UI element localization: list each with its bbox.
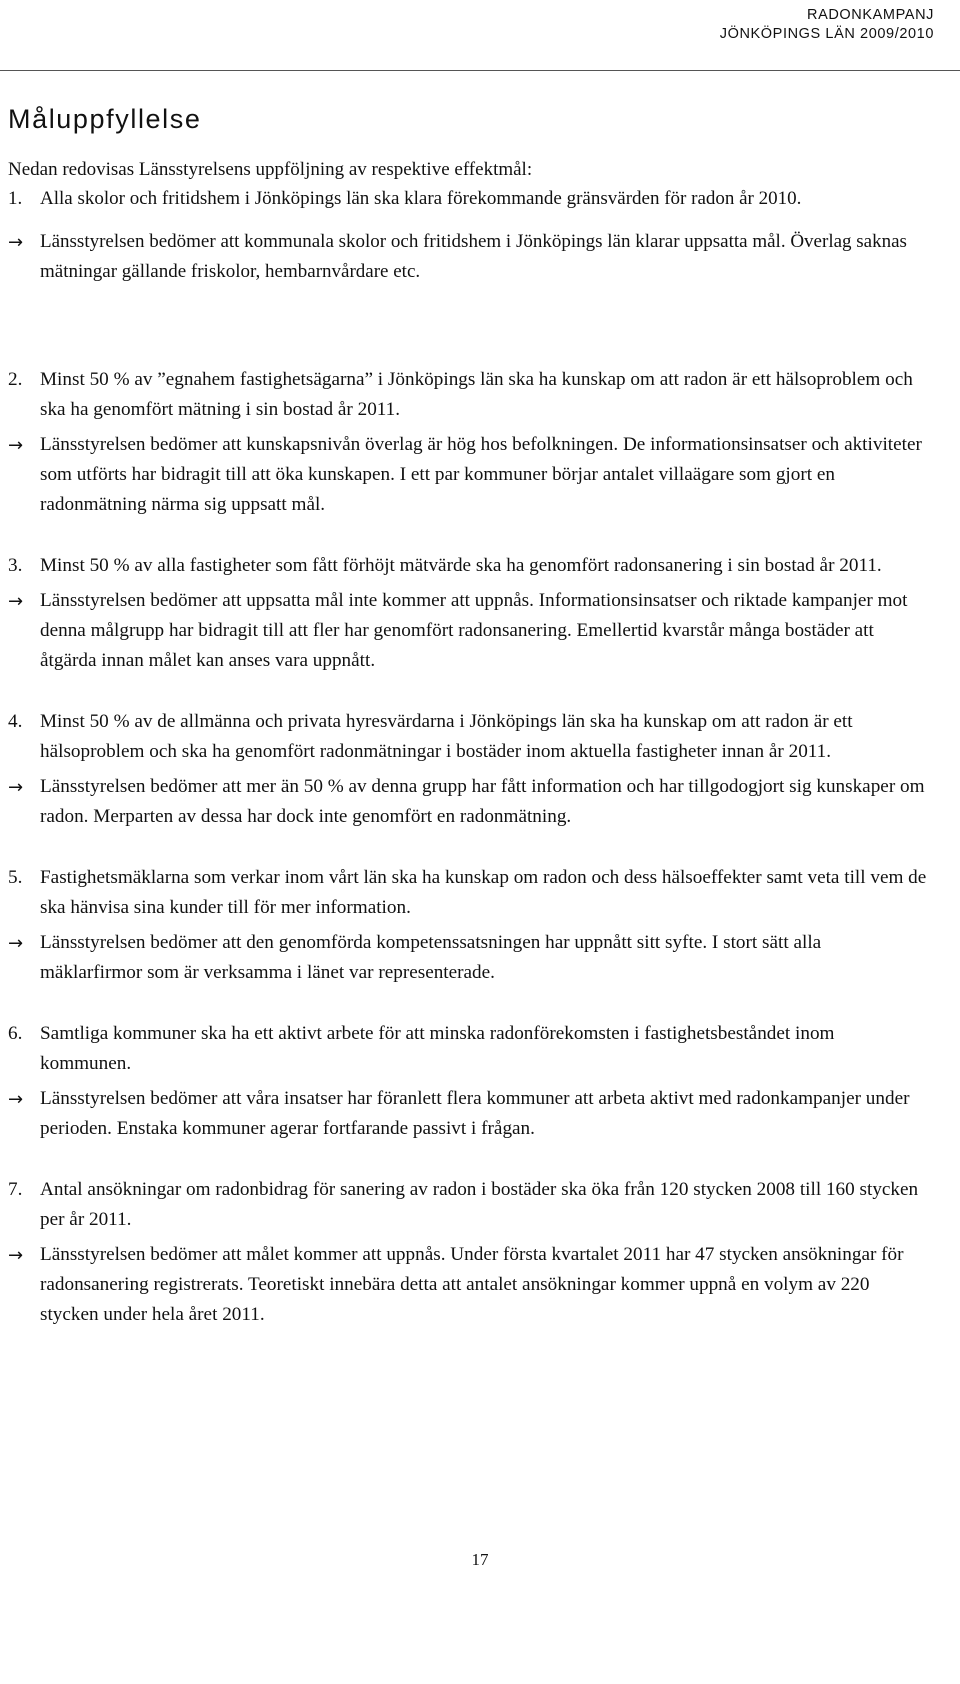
goal-3 <box>8 551 928 676</box>
assessment-text: Länsstyrelsen bedömer att våra insatser har föranlett flera kommuner att arbeta aktivt med radonkampanjer under perioden. Enstaka kommuner agerar fortfarande passivt i frågan. <box>40 1088 910 1139</box>
goal-number: 7. <box>8 1179 23 1200</box>
arrow-right-icon: → <box>8 435 24 456</box>
goal-text: Minst 50 % av de allmänna och privata hyresvärdarna i Jönköpings län ska ha kunskap om att radon är ett hälsoproblem och ska ha genomfört radonmätningar i bostäder inom aktuella fastigheter innan år 2011. <box>40 711 853 762</box>
goal-6 <box>8 1019 928 1144</box>
goal-assessment <box>8 430 928 520</box>
goal-number: 3. <box>8 555 23 576</box>
goal-text: Samtliga kommuner ska ha ett aktivt arbete för att minska radonförekomsten i fastighetsbeståndet inom kommunen. <box>40 1023 835 1074</box>
header-line-2: JÖNKÖPINGS LÄN 2009/2010 <box>719 26 934 42</box>
goal-5 <box>8 863 928 988</box>
page-title: Måluppfyllelse <box>8 104 202 134</box>
page-header <box>720 6 934 44</box>
assessment-text: Länsstyrelsen bedömer att kunskapsnivån överlag är hög hos befolkningen. De informationsinsatser och aktiviteter som utförts har bidragit till att öka kunskapen. I ett par kommuner börjar antalet villaägare som gjort en radonmätning närma sig uppsatt mål. <box>40 434 922 515</box>
goal-statement <box>8 707 928 767</box>
assessment-text: Länsstyrelsen bedömer att målet kommer att uppnås. Under första kvartalet 2011 har 47 stycken ansökningar för radonsanering registrerats. Teoretiskt innebära detta att antalet ansökningar kommer uppnå en volym av 220 stycken under hela året 2011. <box>40 1244 904 1325</box>
goal-assessment <box>8 586 928 676</box>
goal-assessment <box>8 772 928 832</box>
goal-statement <box>8 1175 928 1235</box>
goal-statement <box>8 551 928 581</box>
goal-number: 4. <box>8 711 23 732</box>
goal-text: Minst 50 % av ”egnahem fastighetsägarna” i Jönköpings län ska ha kunskap om att radon är ett hälsoproblem och ska ha genomfört mätning i sin bostad år 2011. <box>40 369 913 420</box>
goal-text: Antal ansökningar om radonbidrag för sanering av radon i bostäder ska öka från 120 stycken 2008 till 160 stycken per år 2011. <box>40 1179 919 1230</box>
goal-4 <box>8 707 928 832</box>
goal-2 <box>8 365 928 520</box>
arrow-right-icon: → <box>8 591 24 612</box>
goal-number: 5. <box>8 867 23 888</box>
goal-1 <box>8 184 928 287</box>
header-line-1: RADONKAMPANJ <box>807 7 934 23</box>
goal-statement <box>8 184 928 214</box>
goal-assessment <box>8 1240 928 1330</box>
goal-assessment <box>8 227 928 287</box>
goal-assessment <box>8 928 928 988</box>
assessment-text: Länsstyrelsen bedömer att kommunala skolor och fritidshem i Jönköpings län klarar uppsatta mål. Överlag saknas mätningar gällande friskolor, hembarnvårdare etc. <box>40 231 907 282</box>
goal-text: Fastighetsmäklarna som verkar inom vårt län ska ha kunskap om radon och dess hälsoeffekter samt veta till vem de ska hänvisa sina kunder till för mer information. <box>40 867 927 918</box>
page-number: 17 <box>471 1550 489 1569</box>
goal-number: 1. <box>8 188 23 209</box>
header-divider <box>0 70 960 71</box>
intro-text: Nedan redovisas Länsstyrelsens uppföljning av respektive effektmål: <box>8 159 533 180</box>
goal-number: 2. <box>8 369 23 390</box>
arrow-right-icon: → <box>8 232 24 253</box>
goals-list <box>8 365 928 1361</box>
goal-statement <box>8 863 928 923</box>
arrow-right-icon: → <box>8 1245 24 1266</box>
goal-text: Minst 50 % av alla fastigheter som fått förhöjt mätvärde ska ha genomfört radonsanering i sin bostad år 2011. <box>40 555 882 576</box>
goal-assessment <box>8 1084 928 1144</box>
assessment-text: Länsstyrelsen bedömer att uppsatta mål inte kommer att uppnås. Informationsinsatser och riktade kampanjer mot denna målgrupp har bidragit till att fler har genomfört radonsanering. Emellertid kvarstår många bostäder att åtgärda innan målet kan anses vara uppnått. <box>40 590 908 671</box>
goal-7 <box>8 1175 928 1330</box>
arrow-right-icon: → <box>8 933 24 954</box>
goal-text: Alla skolor och fritidshem i Jönköpings län ska klara förekommande gränsvärden för radon år 2010. <box>40 188 802 209</box>
arrow-right-icon: → <box>8 777 24 798</box>
goal-statement <box>8 365 928 425</box>
arrow-right-icon: → <box>8 1089 24 1110</box>
goal-number: 6. <box>8 1023 23 1044</box>
assessment-text: Länsstyrelsen bedömer att den genomförda kompetenssatsningen har uppnått sitt syfte. I stort sätt alla mäklarfirmor som är verksamma i länet var representerade. <box>40 932 822 983</box>
goal-statement <box>8 1019 928 1079</box>
assessment-text: Länsstyrelsen bedömer att mer än 50 % av denna grupp har fått information och har tillgodogjort sig kunskaper om radon. Merparten av dessa har dock inte genomfört en radonmätning. <box>40 776 925 827</box>
